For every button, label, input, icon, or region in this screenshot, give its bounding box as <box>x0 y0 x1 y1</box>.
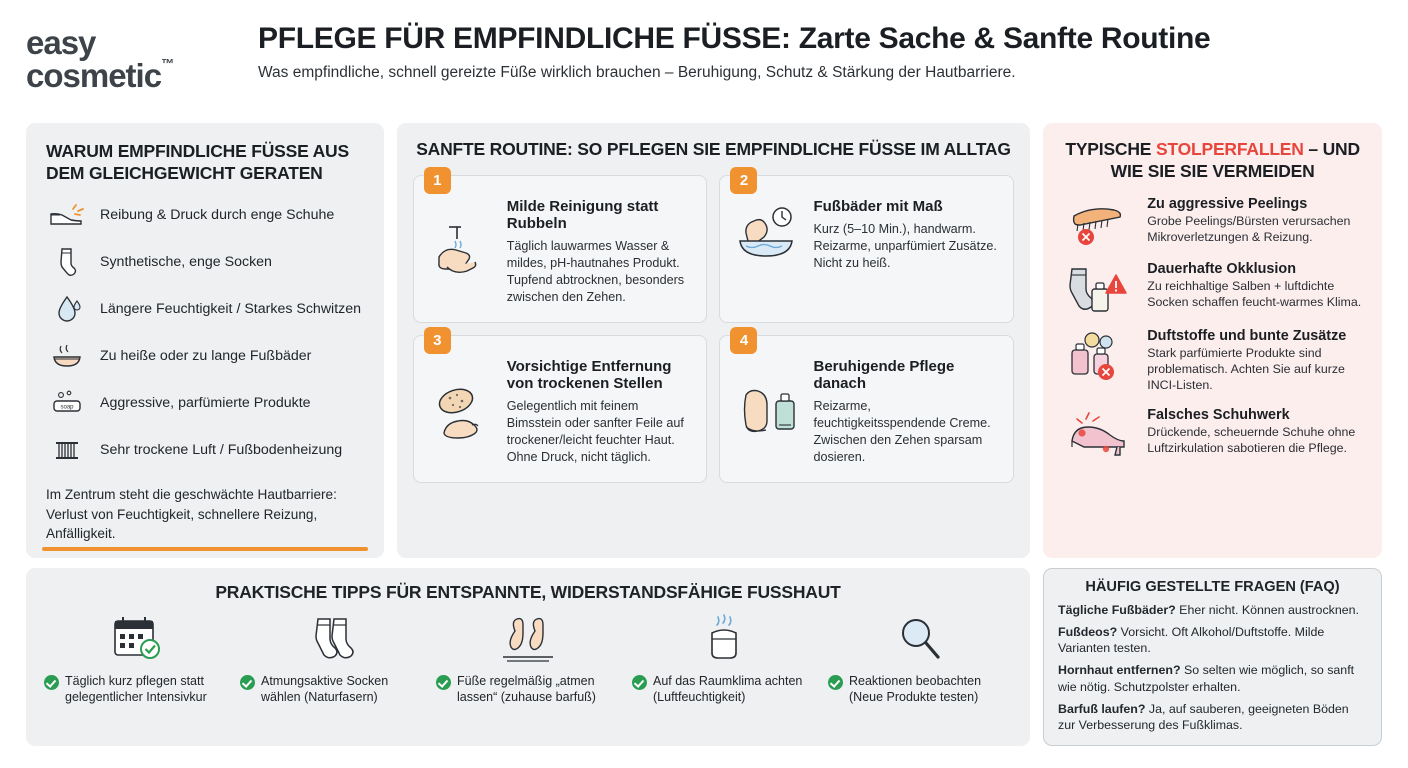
pitfall-title: Zu aggressive Peelings <box>1147 196 1308 213</box>
pitfall-title: Duftstoffe und bunte Zusätze <box>1147 328 1347 345</box>
humidifier-icon <box>696 609 752 665</box>
routine-heading: SANFTE ROUTINE: SO PFLEGEN SIE EMPFINDLICHE FÜSSE IM ALLTAG <box>416 139 1011 159</box>
pitfalls-heading: TYPISCHE STOLPERFALLEN – UND WIE SIE SIE VERMEIDEN <box>1065 139 1360 181</box>
step-title: Beruhigende Pflege danach <box>813 357 955 393</box>
routine-step <box>413 331 708 483</box>
tips-card <box>26 568 1030 746</box>
foot-bath-icon <box>46 339 88 373</box>
tip-item <box>822 609 1018 706</box>
sock-icon <box>46 245 88 279</box>
step-number: 3 <box>424 327 451 354</box>
faq-answer: Ja, auf sauberen, geeigneten Böden zur Verbesserung des Fußklimas. <box>1058 701 1349 732</box>
cause-label: Sehr trockene Luft / Fußbodenheizung <box>100 441 343 458</box>
causes-card <box>26 123 384 558</box>
columns <box>26 123 1382 558</box>
pitfall-body: Zu reichhaltige Salben + luftdichte Socken schaffen feucht-warmes Klima. <box>1147 279 1362 310</box>
faq-answer: Eher nicht. Können austrocknen. <box>1175 603 1359 617</box>
faq-item <box>1058 624 1367 656</box>
header-text <box>258 18 1382 82</box>
pitfall-body: Drückende, scheuernde Schuhe ohne Luftzirkulation sabotieren die Pflege. <box>1147 425 1356 455</box>
faq-item <box>1058 662 1367 694</box>
tip-label: Füße regelmäßig „atmen lassen“ (zuhause barfuß) <box>457 674 596 704</box>
cause-label: Längere Feuchtigkeit / Starkes Schwitzen <box>100 300 362 317</box>
faq-answer: Vorsicht. Oft Alkohol/Duftstoffe. Milde Varianten testen. <box>1058 625 1325 656</box>
tip-item <box>430 609 626 706</box>
high-heel-pain-icon <box>1059 407 1137 459</box>
brand-line-1: easy <box>26 24 96 61</box>
washing-hands-icon <box>426 198 498 306</box>
routine-step <box>719 331 1014 483</box>
step-body: Reizarme, feuchtigkeitsspendende Creme. Zwischen den Zehen sparsam dosieren. <box>813 399 991 464</box>
scrub-brush-forbidden-icon <box>1059 196 1137 248</box>
cause-row <box>46 245 364 279</box>
cause-row <box>46 339 364 373</box>
pitfalls-heading-accent: STOLPERFALLEN <box>1155 139 1304 159</box>
brand-logo <box>26 18 258 92</box>
tip-label: Auf das Raumklima achten (Luftfeuchtigkeit) <box>653 674 803 704</box>
tip-label: Täglich kurz pflegen statt gelegentlicher Intensivkur <box>65 674 207 704</box>
faq-question: Tägliche Fußbäder? <box>1058 603 1176 617</box>
routine-steps <box>413 171 1015 483</box>
faq-question: Barfuß laufen? <box>1058 701 1146 716</box>
soap-bar-icon <box>46 386 88 420</box>
check-icon <box>436 675 451 690</box>
routine-step <box>719 171 1014 323</box>
pitfall-body: Stark parfümierte Produkte sind problematisch. Achten Sie auf kurze INCI-Listen. <box>1147 346 1345 393</box>
tips-heading: PRAKTISCHE TIPPS FÜR ENTSPANNTE, WIDERSTANDSFÄHIGE FUSSHAUT <box>215 582 841 602</box>
step-body: Gelegentlich mit feinem Bimsstein oder sanfter Feile auf trockener/leicht feuchter Haut. Ohne Druck, nicht täglich. <box>506 399 684 464</box>
pitfall-title: Falsches Schuhwerk <box>1147 407 1290 423</box>
bottom-row <box>26 568 1382 746</box>
tip-item <box>234 609 430 706</box>
faq-answer: So selten wie möglich, so sanft wie nötig. Schutzpolster erhalten. <box>1058 663 1355 694</box>
page-subtitle: Was empfindliche, schnell gereizte Füße wirklich brauchen – Beruhigung, Schutz & Stärkung der Hautbarriere. <box>258 63 1016 81</box>
check-icon <box>828 675 843 690</box>
step-number: 1 <box>424 167 451 194</box>
cause-row <box>46 386 364 420</box>
pitfall-row <box>1059 261 1366 315</box>
faq-item <box>1058 602 1367 618</box>
causes-note: Im Zentrum steht die geschwächte Hautbarriere: Verlust von Feuchtigkeit, schnellere Reizung, Anfälligkeit. <box>46 487 337 541</box>
cause-row <box>46 292 364 326</box>
pitfall-row <box>1059 328 1366 394</box>
cause-row <box>46 433 364 467</box>
faq-question: Fußdeos? <box>1058 625 1118 640</box>
svg-text:soap: soap <box>60 404 74 411</box>
calendar-check-icon <box>107 609 165 665</box>
bare-feet-icon <box>497 609 559 665</box>
shoe-friction-icon <box>46 198 88 232</box>
radiator-icon <box>46 433 88 467</box>
routine-card <box>397 123 1031 558</box>
faq-card <box>1043 568 1382 746</box>
check-icon <box>240 675 255 690</box>
tip-label: Reaktionen beobachten (Neue Produkte testen) <box>849 674 982 704</box>
causes-heading: WARUM EMPFINDLICHE FÜSSE AUS DEM GLEICHGEWICHT GERATEN <box>46 141 349 183</box>
check-icon <box>632 675 647 690</box>
pitfall-row <box>1059 407 1366 459</box>
pitfall-title: Dauerhafte Okklusion <box>1147 261 1296 278</box>
sock-ointment-warning-icon <box>1059 261 1137 315</box>
cause-label: Reibung & Druck durch enge Schuhe <box>100 206 335 223</box>
brand-line-2: cosmetic™ <box>26 56 174 94</box>
tip-item <box>626 609 822 706</box>
cause-label: Aggressive, parfümierte Produkte <box>100 394 311 411</box>
tip-item <box>38 609 234 706</box>
step-body: Kurz (5–10 Min.), handwarm. Reizarme, unparfümiert Zusätze. Nicht zu heiß. <box>813 222 997 270</box>
faq-question: Hornhaut entfernen? <box>1058 663 1181 678</box>
faq-item <box>1058 701 1367 733</box>
step-title: Fußbäder mit Maß <box>813 197 943 215</box>
perfume-bottles-forbidden-icon <box>1059 328 1137 384</box>
step-body: Täglich lauwarmes Wasser & mildes, pH-hautnahes Produkt. Tupfend abtrocknen, besonders zwischen den Zehen. <box>506 239 685 304</box>
step-title: Vorsichtige Entfernung von trockenen Stellen <box>506 357 672 393</box>
page-title: PFLEGE FÜR EMPFINDLICHE FÜSSE: Zarte Sache & Sanfte Routine <box>258 22 1211 55</box>
faq-heading: HÄUFIG GESTELLTE FRAGEN (FAQ) <box>1085 579 1340 595</box>
step-number: 2 <box>730 167 757 194</box>
pumice-stone-foot-icon <box>426 358 498 466</box>
header <box>0 0 1408 92</box>
cause-row <box>46 198 364 232</box>
step-title: Milde Reinigung statt Rubbeln <box>506 197 659 233</box>
pitfall-row <box>1059 196 1366 248</box>
routine-step <box>413 171 708 323</box>
magnifier-icon <box>892 609 948 665</box>
step-number: 4 <box>730 327 757 354</box>
pitfalls-card <box>1043 123 1382 558</box>
cause-label: Zu heiße oder zu lange Fußbäder <box>100 347 312 364</box>
check-icon <box>44 675 59 690</box>
tip-label: Atmungsaktive Socken wählen (Naturfasern) <box>261 674 389 704</box>
trademark-symbol: ™ <box>161 56 174 71</box>
cream-tube-foot-icon <box>732 358 804 466</box>
water-drop-icon <box>46 292 88 326</box>
socks-pair-icon <box>304 609 360 665</box>
pitfall-body: Grobe Peelings/Bürsten verursachen Mikroverletzungen & Reizung. <box>1147 214 1351 245</box>
foot-basin-clock-icon <box>732 198 804 272</box>
tips-list <box>38 609 1018 706</box>
cause-label: Synthetische, enge Socken <box>100 253 272 270</box>
